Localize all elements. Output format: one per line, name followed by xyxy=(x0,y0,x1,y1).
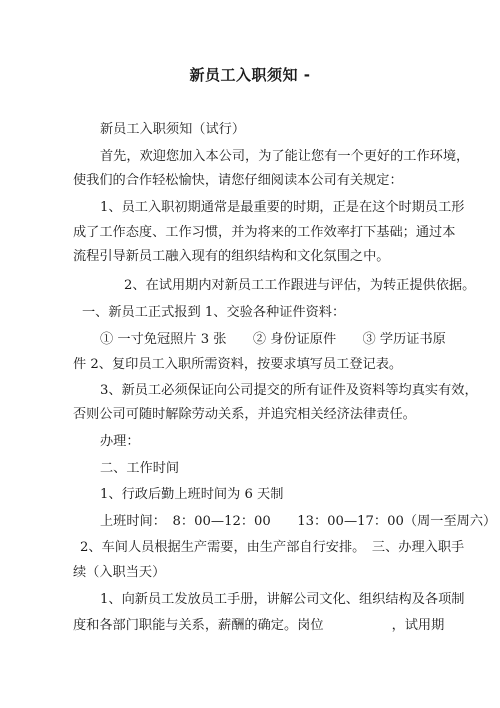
subtitle-line: 新员工入职须知（试行） xyxy=(100,122,246,137)
paragraph-line: 1、行政后勤上班时间为 6 天制 xyxy=(100,487,284,502)
paragraph-line xyxy=(73,618,444,634)
paragraph-line: 流程引导新员工融入现有的组织结构和文化氛围之中。 xyxy=(73,249,390,264)
section-heading-line: 一、新员工正式报到 1、交验各种证件资料： xyxy=(82,305,346,320)
paragraph-line: 否则公司可随时解除劳动关系，并追究相关经济法律责任。 xyxy=(73,407,416,422)
paragraph-line: ① 一寸免冠照片 3 张 ② 身份证原件 ③ 学历证书原 xyxy=(100,332,446,347)
paragraph-line: 成了工作态度、工作习惯，并为将来的工作效率打下基础；通过本 xyxy=(73,225,456,240)
paragraph-line: 办理： xyxy=(100,434,140,449)
paragraph-fragment: ，试用期 xyxy=(391,618,445,633)
paragraph-line: 2、在试用期内对新员工工作跟进与评估，为转正提供依据。 xyxy=(124,278,476,293)
paragraph-line: 1、向新员工发放员工手册，讲解公司文化、组织结构及各项制 xyxy=(100,592,465,607)
paragraph-line: 续（入职当天） xyxy=(73,565,166,580)
paragraph-line: 首先，欢迎您加入本公司，为了能让您有一个更好的工作环境， xyxy=(100,149,470,164)
paragraph-line: 1、员工入职初期通常是最重要的时期，正是在这个时期员工形 xyxy=(100,200,465,215)
document-title: 新员工入职须知 - xyxy=(189,66,311,84)
paragraph-line: 件 2、复印员工入职所需资料，按要求填写员工登记表。 xyxy=(73,357,403,372)
paragraph-line: 上班时间： 8：00—12：00 13：00—17：00（周一至周六） xyxy=(100,514,497,529)
section-heading-line: 二、工作时间 xyxy=(100,461,180,476)
paragraph-line: 使我们的合作轻松愉快，请您仔细阅读本公司有关规定： xyxy=(73,173,403,188)
paragraph-line: 3、新员工必须保证向公司提交的所有证件及资料等均真实有效， xyxy=(100,383,478,398)
paragraph-line: 2、车间人员根据生产需要，由生产部自行安排。 三、办理入职手 xyxy=(80,540,465,555)
paragraph-fragment: 度和各部门职能与关系，薪酬的确定。岗位 xyxy=(73,618,324,633)
